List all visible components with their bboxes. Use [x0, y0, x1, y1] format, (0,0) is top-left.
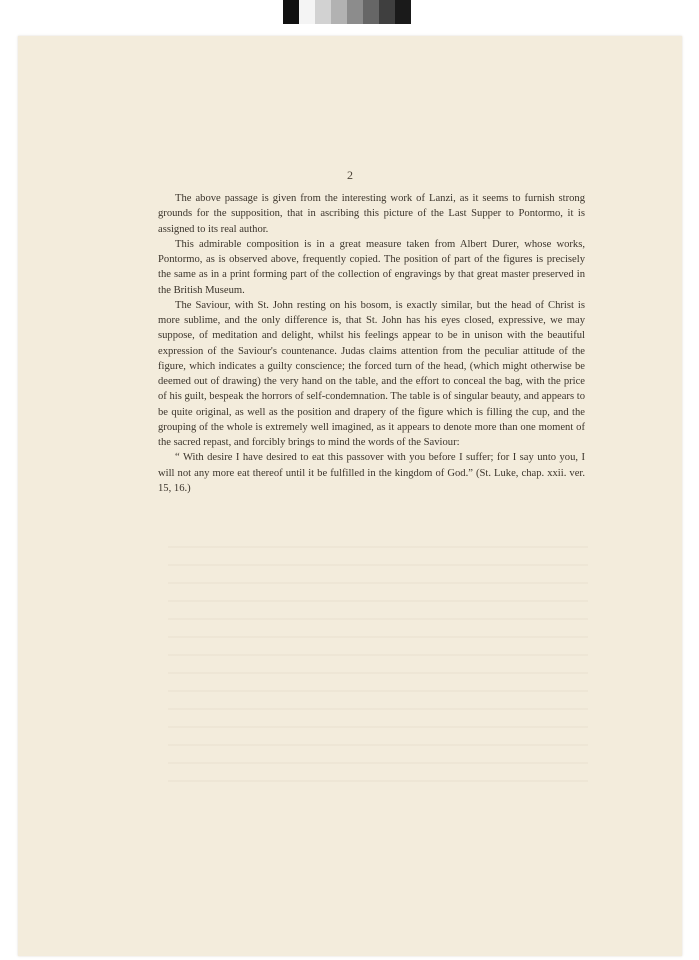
paragraph-durer: This admirable composition is in a great measure taken from Albert Durer, whose works, Pontormo, as is observed above, frequently copied. The position of part of the figures is precisely the same as in a print forming part of the collection of engravings by that great master preserved in the British Museum. — [158, 238, 585, 296]
swatch-1 — [299, 0, 315, 24]
swatch-5 — [363, 0, 379, 24]
paragraph-saviour: The Saviour, with St. John resting on his bosom, is exactly similar, but the head of Christ is more sublime, and the only difference is, that St. John has his eyes closed, expressive, we may suppose, of meditation and delight, whilst his feelings appear to be in unison with the beautiful expression of the Saviour's countenance. Judas claims attention from the peculiar attitude of the figure, which indicates a guilty conscience; the forced turn of the head, (which might otherwise be deemed out of drawing) the very hand on the table, and the effort to conceal the bag, with the price of his guilt, bespeak the horrors of self-condemnation. The table is of singular beauty, and appears to be quite original, as well as the position and drapery of the figure which is filling the cup, and the grouping of the whole is extremely well imagined, as it appears to denote more than one moment of the sacred repast, and forcibly brings to mind the words of the Saviour: — [158, 299, 585, 448]
swatch-4 — [347, 0, 363, 24]
body-text — [158, 191, 585, 496]
paragraph-lanzi: The above passage is given from the interesting work of Lanzi, as it seems to furnish strong grounds for the supposition, that in ascribing this picture of the Last Supper to Pontormo, it is assigned to its real author. — [158, 193, 585, 235]
paragraph-scripture-quote: “ With desire I have desired to eat this passover with you before I suffer; for I say unto you, I will not any more eat thereof until it be fulfilled in the kingdom of God.” (St. Luke, chap. xxii. ver. 15, 16.) — [158, 452, 585, 494]
color-calibration-strip — [283, 0, 411, 24]
swatch-7 — [395, 0, 411, 24]
swatch-6 — [379, 0, 395, 24]
swatch-2 — [315, 0, 331, 24]
swatch-0 — [283, 0, 299, 24]
document-page — [18, 36, 682, 956]
page-number: 2 — [347, 168, 353, 182]
swatch-3 — [331, 0, 347, 24]
